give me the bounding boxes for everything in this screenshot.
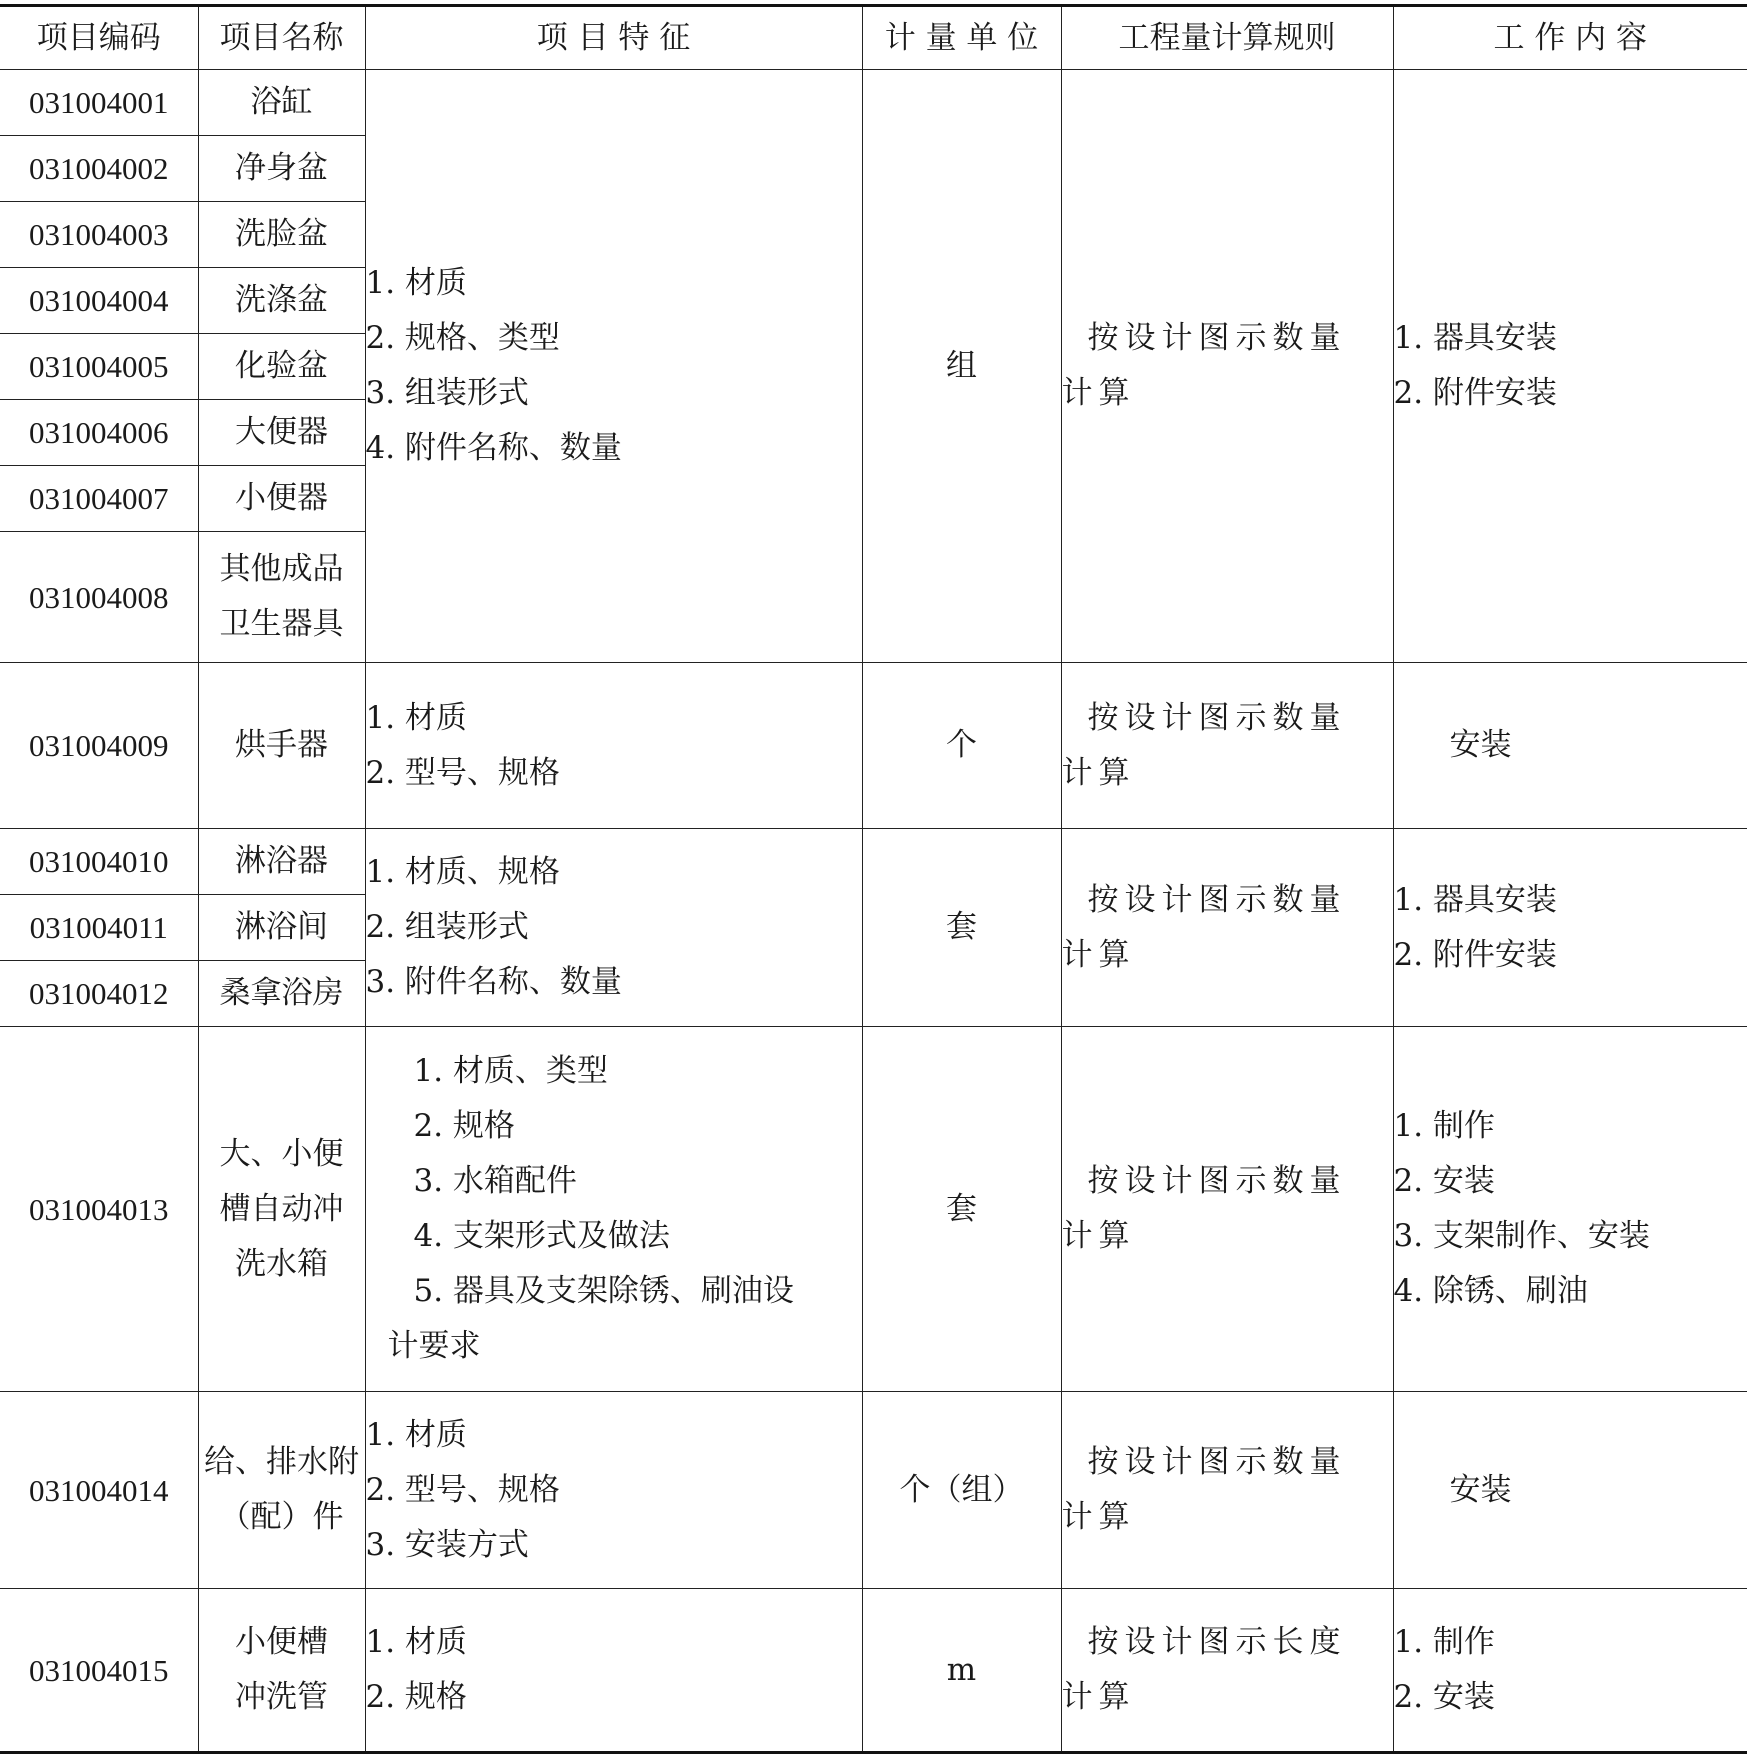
item-code: 031004004 (0, 268, 198, 334)
feature-line: 3. 安装方式 (365, 1526, 529, 1563)
table-row (0, 829, 1747, 895)
name-line: 卫生器具 (219, 606, 344, 642)
item-name: 净身盆 (198, 136, 365, 202)
item-unit: 个（组） (862, 1392, 1061, 1589)
rule-line: 计算 (1061, 1218, 1136, 1254)
item-code: 031004015 (0, 1589, 198, 1753)
item-features (365, 70, 862, 663)
item-rule (1061, 1589, 1393, 1753)
table-row (0, 1392, 1747, 1589)
item-rule (1061, 1027, 1393, 1392)
item-name: 淋浴器 (198, 829, 365, 895)
feature-line: 2. 型号、规格 (365, 754, 560, 791)
rule-line: 计算 (1061, 1499, 1136, 1535)
header-unit: 计 量 单 位 (862, 6, 1061, 70)
item-unit: 套 (862, 1027, 1061, 1392)
item-unit: 套 (862, 829, 1061, 1027)
item-work (1393, 1027, 1747, 1392)
rule-line: 按设计图示长度 (1087, 1624, 1347, 1660)
table-row (0, 1027, 1747, 1392)
header-code: 项目编码 (0, 6, 198, 70)
item-work (1393, 70, 1747, 663)
item-code: 031004007 (0, 466, 198, 532)
item-name (198, 532, 365, 663)
name-line: 大、小便 (219, 1135, 344, 1172)
work-line: 2. 安装 (1393, 1679, 1495, 1715)
work-line: 2. 附件安装 (1393, 936, 1557, 973)
rule-line: 按设计图示数量 (1087, 1444, 1347, 1480)
item-work (1393, 1589, 1747, 1753)
feature-line: 计要求 (387, 1328, 481, 1364)
name-line: 给、排水附 (204, 1444, 359, 1480)
item-features (365, 1027, 862, 1392)
work-line: 2. 附件安装 (1393, 375, 1557, 411)
feature-line: 2. 型号、规格 (365, 1471, 560, 1508)
table-row (0, 663, 1747, 829)
feature-line: 2. 规格 (413, 1108, 515, 1144)
work-line: 1. 制作 (1393, 1624, 1495, 1660)
item-rule (1061, 70, 1393, 663)
item-name: 洗脸盆 (198, 202, 365, 268)
feature-line: 5. 器具及支架除锈、刷油设 (413, 1273, 794, 1309)
item-name: 烘手器 (198, 663, 365, 829)
name-line: 洗水箱 (235, 1245, 328, 1282)
feature-line: 3. 附件名称、数量 (365, 964, 622, 1000)
feature-line: 1. 材质 (365, 699, 467, 736)
table-row (0, 70, 1747, 136)
rule-line: 计算 (1061, 375, 1136, 411)
feature-line: 4. 附件名称、数量 (365, 430, 622, 466)
header-name: 项目名称 (198, 6, 365, 70)
feature-line: 2. 规格、类型 (365, 320, 560, 356)
item-name (198, 1589, 365, 1753)
item-features (365, 1392, 862, 1589)
rule-line: 计算 (1061, 1679, 1136, 1715)
name-line: 槽自动冲 (219, 1190, 344, 1227)
rule-line: 计算 (1061, 936, 1136, 973)
work-line: 1. 器具安装 (1393, 320, 1557, 356)
feature-line: 1. 材质 (365, 1416, 467, 1453)
item-code: 031004013 (0, 1027, 198, 1392)
feature-line: 2. 组装形式 (365, 909, 529, 945)
feature-line: 3. 水箱配件 (413, 1163, 577, 1199)
item-code: 031004001 (0, 70, 198, 136)
item-name: 小便器 (198, 466, 365, 532)
name-line: 其他成品 (219, 551, 344, 587)
item-code: 031004014 (0, 1392, 198, 1589)
work-line: 2. 安装 (1393, 1163, 1495, 1199)
work-line: 1. 制作 (1393, 1108, 1495, 1144)
item-code: 031004003 (0, 202, 198, 268)
item-code: 031004006 (0, 400, 198, 466)
item-code: 031004011 (0, 895, 198, 961)
item-name: 化验盆 (198, 334, 365, 400)
table-row (0, 1589, 1747, 1753)
item-name (198, 1392, 365, 1589)
feature-line: 1. 材质、规格 (365, 854, 560, 890)
item-code: 031004012 (0, 961, 198, 1027)
feature-line: 1. 材质、类型 (413, 1053, 608, 1089)
feature-line: 2. 规格 (365, 1679, 467, 1715)
item-work: 安装 (1393, 663, 1747, 829)
item-rule (1061, 663, 1393, 829)
item-code: 031004008 (0, 532, 198, 663)
header-work: 工 作 内 容 (1393, 6, 1747, 70)
item-unit: 组 (862, 70, 1061, 663)
feature-line: 1. 材质 (365, 1624, 467, 1660)
rule-line: 按设计图示数量 (1087, 881, 1347, 918)
item-rule (1061, 1392, 1393, 1589)
item-name: 浴缸 (198, 70, 365, 136)
name-line: 小便槽 (235, 1624, 328, 1660)
bill-of-quantities-table (0, 4, 1747, 1754)
rule-line: 按设计图示数量 (1087, 320, 1347, 356)
item-name (198, 1027, 365, 1392)
item-name: 洗涤盆 (198, 268, 365, 334)
header-feature: 项 目 特 征 (365, 6, 862, 70)
name-line: 冲洗管 (235, 1679, 328, 1715)
item-code: 031004010 (0, 829, 198, 895)
work-line: 3. 支架制作、安装 (1393, 1218, 1650, 1254)
item-features (365, 1589, 862, 1753)
name-line: （配）件 (219, 1499, 344, 1535)
rule-line: 按设计图示数量 (1087, 1163, 1347, 1199)
feature-line: 4. 支架形式及做法 (413, 1218, 670, 1254)
feature-line: 1. 材质 (365, 265, 467, 301)
work-line: 1. 器具安装 (1393, 881, 1557, 918)
item-rule (1061, 829, 1393, 1027)
item-unit: m (862, 1589, 1061, 1753)
item-work: 安装 (1393, 1392, 1747, 1589)
item-features (365, 829, 862, 1027)
item-name: 桑拿浴房 (198, 961, 365, 1027)
header-row (0, 6, 1747, 70)
item-work (1393, 829, 1747, 1027)
item-features (365, 663, 862, 829)
item-code: 031004005 (0, 334, 198, 400)
item-name: 淋浴间 (198, 895, 365, 961)
item-name: 大便器 (198, 400, 365, 466)
item-code: 031004002 (0, 136, 198, 202)
item-unit: 个 (862, 663, 1061, 829)
rule-line: 计算 (1061, 754, 1136, 791)
feature-line: 3. 组装形式 (365, 375, 529, 411)
header-rule: 工程量计算规则 (1061, 6, 1393, 70)
work-line: 4. 除锈、刷油 (1393, 1273, 1588, 1309)
rule-line: 按设计图示数量 (1087, 699, 1347, 736)
item-code: 031004009 (0, 663, 198, 829)
